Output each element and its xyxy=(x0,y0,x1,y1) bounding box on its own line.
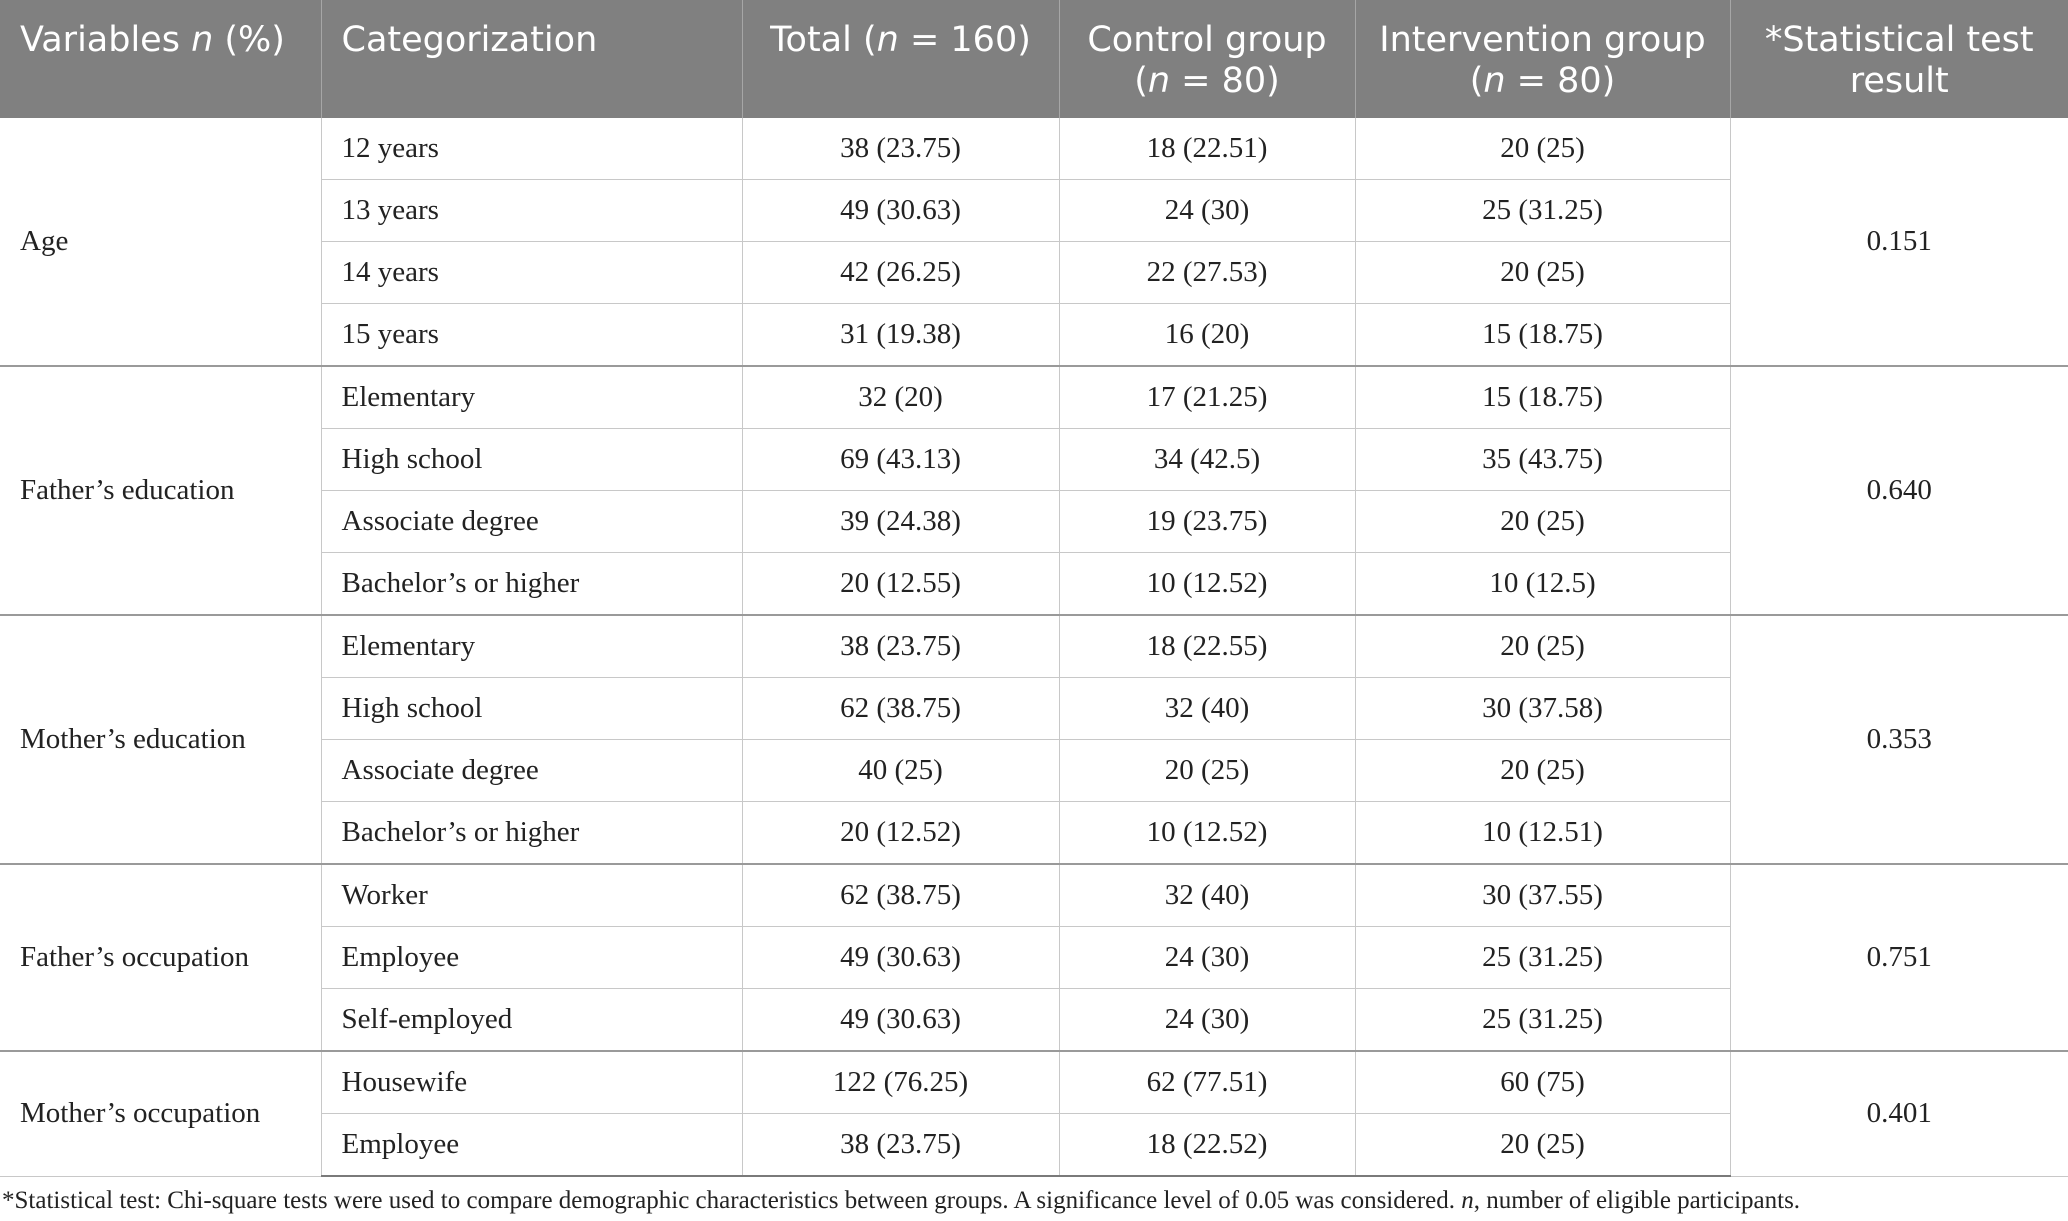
intervention-cell: 25 (31.25) xyxy=(1355,927,1730,989)
control-cell: 10 (12.52) xyxy=(1059,802,1355,865)
category-cell: Associate degree xyxy=(321,740,742,802)
intervention-cell: 35 (43.75) xyxy=(1355,429,1730,491)
control-cell: 32 (40) xyxy=(1059,678,1355,740)
intervention-cell: 20 (25) xyxy=(1355,615,1730,678)
intervention-cell: 20 (25) xyxy=(1355,491,1730,553)
intervention-cell: 25 (31.25) xyxy=(1355,989,1730,1052)
total-cell: 62 (38.75) xyxy=(742,678,1059,740)
total-cell: 42 (26.25) xyxy=(742,242,1059,304)
total-cell: 39 (24.38) xyxy=(742,491,1059,553)
intervention-cell: 15 (18.75) xyxy=(1355,366,1730,429)
category-cell: Employee xyxy=(321,927,742,989)
category-cell: 14 years xyxy=(321,242,742,304)
total-cell: 38 (23.75) xyxy=(742,615,1059,678)
control-cell: 18 (22.52) xyxy=(1059,1114,1355,1177)
table-row xyxy=(0,615,2068,678)
intervention-cell: 20 (25) xyxy=(1355,118,1730,180)
total-cell: 38 (23.75) xyxy=(742,1114,1059,1177)
control-cell: 18 (22.51) xyxy=(1059,118,1355,180)
category-cell: Bachelor’s or higher xyxy=(321,802,742,865)
p-value-cell: 0.151 xyxy=(1730,118,2068,366)
category-cell: Housewife xyxy=(321,1051,742,1114)
total-cell: 62 (38.75) xyxy=(742,864,1059,927)
total-cell: 32 (20) xyxy=(742,366,1059,429)
control-cell: 16 (20) xyxy=(1059,304,1355,367)
control-cell: 24 (30) xyxy=(1059,927,1355,989)
category-cell: 12 years xyxy=(321,118,742,180)
control-cell: 24 (30) xyxy=(1059,180,1355,242)
header-statistical-test: *Statistical test result xyxy=(1730,0,2068,118)
header-variables: Variables n (%) xyxy=(0,0,321,118)
category-cell: Associate degree xyxy=(321,491,742,553)
total-cell: 31 (19.38) xyxy=(742,304,1059,367)
header-intervention-group: Intervention group (n = 80) xyxy=(1355,0,1730,118)
variable-cell: Father’s education xyxy=(0,366,321,615)
total-cell: 40 (25) xyxy=(742,740,1059,802)
total-cell: 20 (12.55) xyxy=(742,553,1059,616)
intervention-cell: 20 (25) xyxy=(1355,1114,1730,1177)
control-cell: 10 (12.52) xyxy=(1059,553,1355,616)
category-cell: 13 years xyxy=(321,180,742,242)
p-value-cell: 0.751 xyxy=(1730,864,2068,1051)
header-categorization: Categorization xyxy=(321,0,742,118)
table-footnote: *Statistical test: Chi-square tests were used to compare demographic characteristics between groups. A significance level of 0.05 was considered. n, number of eligible participants. xyxy=(2,1187,1801,1214)
control-cell: 17 (21.25) xyxy=(1059,366,1355,429)
intervention-cell: 15 (18.75) xyxy=(1355,304,1730,367)
category-cell: High school xyxy=(321,678,742,740)
total-cell: 69 (43.13) xyxy=(742,429,1059,491)
control-cell: 34 (42.5) xyxy=(1059,429,1355,491)
intervention-cell: 60 (75) xyxy=(1355,1051,1730,1114)
total-cell: 49 (30.63) xyxy=(742,927,1059,989)
table-row xyxy=(0,366,2068,429)
category-cell: High school xyxy=(321,429,742,491)
total-cell: 49 (30.63) xyxy=(742,180,1059,242)
table-row xyxy=(0,118,2068,180)
p-value-cell: 0.640 xyxy=(1730,366,2068,615)
intervention-cell: 30 (37.55) xyxy=(1355,864,1730,927)
control-cell: 20 (25) xyxy=(1059,740,1355,802)
intervention-cell: 20 (25) xyxy=(1355,242,1730,304)
control-cell: 19 (23.75) xyxy=(1059,491,1355,553)
intervention-cell: 20 (25) xyxy=(1355,740,1730,802)
control-cell: 18 (22.55) xyxy=(1059,615,1355,678)
control-cell: 62 (77.51) xyxy=(1059,1051,1355,1114)
category-cell: 15 years xyxy=(321,304,742,367)
control-cell: 24 (30) xyxy=(1059,989,1355,1052)
category-cell: Employee xyxy=(321,1114,742,1177)
table-row xyxy=(0,1051,2068,1114)
variable-cell: Age xyxy=(0,118,321,366)
total-cell: 38 (23.75) xyxy=(742,118,1059,180)
category-cell: Elementary xyxy=(321,615,742,678)
header-control-group: Control group (n = 80) xyxy=(1059,0,1355,118)
intervention-cell: 25 (31.25) xyxy=(1355,180,1730,242)
control-cell: 32 (40) xyxy=(1059,864,1355,927)
total-cell: 49 (30.63) xyxy=(742,989,1059,1052)
variable-cell: Mother’s occupation xyxy=(0,1051,321,1176)
total-cell: 20 (12.52) xyxy=(742,802,1059,865)
total-cell: 122 (76.25) xyxy=(742,1051,1059,1114)
control-cell: 22 (27.53) xyxy=(1059,242,1355,304)
category-cell: Self-employed xyxy=(321,989,742,1052)
intervention-cell: 30 (37.58) xyxy=(1355,678,1730,740)
variable-cell: Mother’s education xyxy=(0,615,321,864)
p-value-cell: 0.353 xyxy=(1730,615,2068,864)
intervention-cell: 10 (12.51) xyxy=(1355,802,1730,865)
header-row xyxy=(0,0,2068,118)
category-cell: Worker xyxy=(321,864,742,927)
variable-cell: Father’s occupation xyxy=(0,864,321,1051)
category-cell: Elementary xyxy=(321,366,742,429)
header-total: Total (n = 160) xyxy=(742,0,1059,118)
table-row xyxy=(0,864,2068,927)
intervention-cell: 10 (12.5) xyxy=(1355,553,1730,616)
p-value-cell: 0.401 xyxy=(1730,1051,2068,1176)
category-cell: Bachelor’s or higher xyxy=(321,553,742,616)
